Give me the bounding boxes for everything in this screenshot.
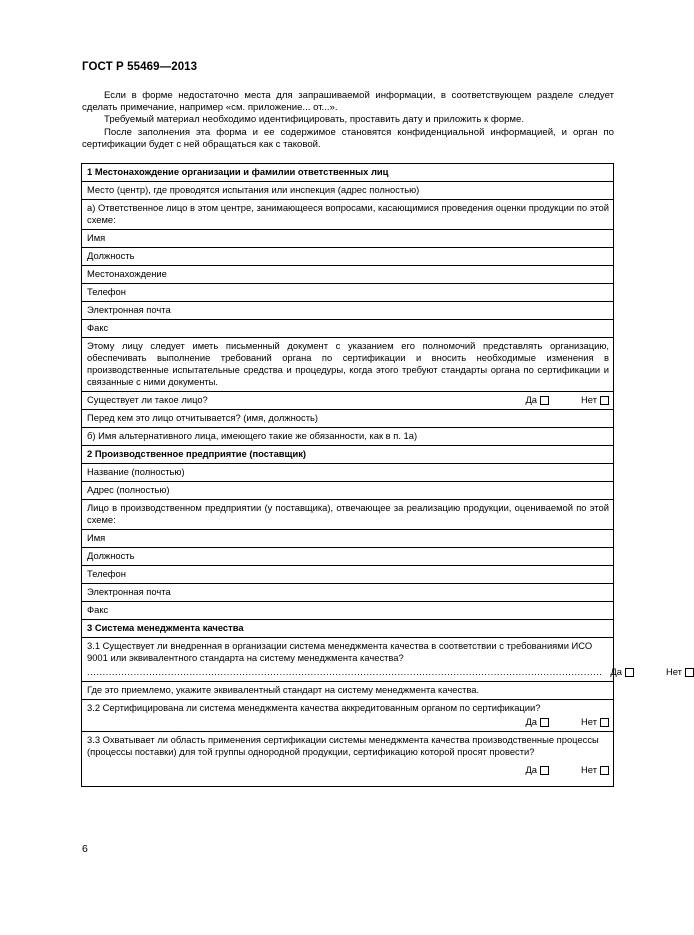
exists-question-row: [82, 392, 614, 410]
field-equivalent-standard[interactable]: Где это приемлемо, укажите эквивалентный стандарт на систему менеджмента качества.: [82, 682, 614, 700]
section3-title: 3 Система менеджмента качества: [82, 620, 614, 638]
intro-paragraph: После заполнения эта форма и ее содержимое становятся конфиденциальной информацией, и орган по сертификации будет с ней обращаться как с таковой.: [82, 126, 614, 150]
q31-row: [82, 638, 682, 682]
page-number: 6: [82, 843, 88, 855]
intro-text: [82, 90, 614, 151]
no-checkbox[interactable]: [600, 718, 609, 727]
yes-option: [525, 716, 549, 728]
field-address-full[interactable]: Адрес (полностью): [82, 482, 614, 500]
q32-text: 3.2 Сертифицирована ли система менеджмента качества аккредитованным органом по сертификации?: [87, 702, 541, 713]
yes-no-group: [87, 764, 609, 776]
field-fax[interactable]: Факс: [82, 602, 614, 620]
intro-paragraph: Требуемый материал необходимо идентифицировать, проставить дату и приложить к форме.: [104, 114, 525, 126]
field-phone[interactable]: Телефон: [82, 566, 614, 584]
field-responsible: а) Ответственное лицо в этом центре, занимающееся вопросами, касающимися проведения оценки продукции по этой схеме:: [82, 200, 614, 230]
field-name[interactable]: Имя: [82, 230, 614, 248]
yes-no-group: [87, 716, 609, 728]
field-name[interactable]: Имя: [82, 530, 614, 548]
yes-checkbox[interactable]: [540, 396, 549, 405]
section2-title: 2 Производственное предприятие (поставщик): [82, 446, 614, 464]
answer-dots[interactable]: ......................................................................................................................................................................: [87, 666, 603, 677]
field-phone[interactable]: Телефон: [82, 284, 614, 302]
no-checkbox[interactable]: [600, 766, 609, 775]
field-position[interactable]: Должность: [82, 248, 614, 266]
field-reports-to[interactable]: Перед кем это лицо отчитывается? (имя, должность): [82, 410, 614, 428]
no-checkbox[interactable]: [600, 396, 609, 405]
q33-row: [82, 732, 614, 787]
no-label: Нет: [581, 716, 597, 727]
yes-checkbox[interactable]: [540, 766, 549, 775]
exists-question: Существует ли такое лицо?: [87, 394, 208, 405]
section1-title: 1 Местонахождение организации и фамилии ответственных лиц: [82, 164, 614, 182]
q31-text: 3.1 Существует ли внедренная в организации система менеджмента качества в соответствии с требованиями ИСО 9001 или эквивалентного стандарта на систему менеджмента качества?: [87, 640, 593, 663]
no-checkbox[interactable]: [685, 668, 694, 677]
no-label: Нет: [581, 764, 597, 775]
yes-label: Да: [525, 394, 538, 405]
questionnaire-form: [81, 163, 682, 787]
yes-label: Да: [610, 666, 622, 677]
field-alternate[interactable]: б) Имя альтернативного лица, имеющего такие же обязанности, как в п. 1а): [82, 428, 614, 446]
yes-checkbox[interactable]: [540, 718, 549, 727]
yes-option: [610, 666, 634, 678]
field-place[interactable]: Место (центр), где проводятся испытания или инспекция (адрес полностью): [82, 182, 614, 200]
field-position[interactable]: Должность: [82, 548, 614, 566]
document-code: ГОСТ Р 55469—2013: [82, 61, 198, 73]
yes-no-group: [610, 666, 694, 678]
q33-text: 3.3 Охватывает ли область применения сертификации системы менеджмента качества производственные процессы (процессы поставки) для той группы однородной продукции, сертификацию которой просят провести?: [87, 734, 599, 757]
yes-checkbox[interactable]: [625, 668, 634, 677]
field-email[interactable]: Электронная почта: [82, 302, 614, 320]
q32-row: [82, 700, 614, 732]
field-name-full[interactable]: Название (полностью): [82, 464, 614, 482]
intro-paragraph: Если в форме недостаточно места для запрашиваемой информации, в соответствующем разделе следует сделать примечание, например «см. приложение... от...».: [82, 90, 614, 114]
yes-option: [525, 394, 549, 406]
no-option: [581, 764, 609, 776]
field-fax[interactable]: Факс: [82, 320, 614, 338]
no-option: [581, 716, 609, 728]
field-supplier-responsible: Лицо в производственном предприятии (у поставщика), отвечающее за реализацию продукции, оцениваемой по этой схеме:: [82, 500, 614, 530]
yes-label: Да: [525, 764, 538, 775]
no-label: Нет: [665, 666, 682, 677]
yes-option: [525, 764, 549, 776]
yes-no-group: [525, 394, 609, 406]
no-option: [666, 666, 694, 678]
field-location[interactable]: Местонахождение: [82, 266, 614, 284]
yes-label: Да: [525, 716, 538, 727]
responsible-note: Этому лицу следует иметь письменный документ с указанием его полномочий представлять организацию, обеспечивать выполнение требований органа по сертификации и вносить необходимые изменения в производственные испытательные средства и процедуры, когда этого требуют стандарты органа по сертификации и связанные с ними документы.: [82, 338, 614, 392]
field-email[interactable]: Электронная почта: [82, 584, 614, 602]
no-label: Нет: [581, 394, 597, 405]
no-option: [581, 394, 609, 406]
